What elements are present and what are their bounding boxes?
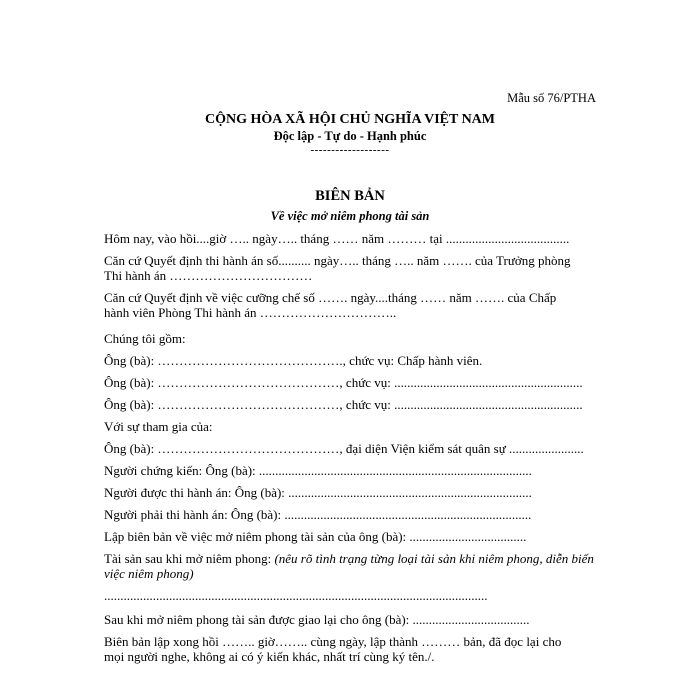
- assets-dots-line: ......................................................................................................................: [104, 588, 488, 603]
- national-motto: Độc lập - Tự do - Hạnh phúc: [273, 129, 427, 143]
- assets-note: (nêu rõ tình trạng từng loại tài sản khi niêm phong, diễn biến việc niêm phong): [104, 551, 594, 581]
- handover-line: Sau khi mở niêm phong tài sản được giao lại cho ông (bà): ....................................: [104, 612, 530, 627]
- document-title: BIÊN BẢN: [315, 188, 385, 204]
- national-title: CỘNG HÒA XÃ HỘI CHỦ NGHĨA VIỆT NAM: [204, 112, 495, 127]
- form-number: Mẫu số 76/PTHA: [507, 91, 596, 105]
- opening-record-line: Lập biên bản về việc mở niêm phong tài sản của ông (bà): ....................................: [104, 529, 527, 544]
- debtor-line: Người phải thi hành án: Ông (bà): ............................................................................: [104, 507, 532, 522]
- header-rule: -------------------: [310, 144, 390, 156]
- basis-enforcement-line-2: hành viên Phòng Thi hành án …………………………..: [104, 305, 397, 320]
- assets-label: Tài sản sau khi mở niêm phong:: [104, 551, 272, 566]
- participation-label: Với sự tham gia của:: [104, 419, 213, 434]
- time-place-line: Hôm nay, vào hồi....giờ ….. ngày….. tháng …… năm ……… tại ......................................: [104, 231, 570, 246]
- we-include-label: Chúng tôi gồm:: [104, 331, 186, 346]
- assets-paragraph: [104, 551, 598, 581]
- member-line-1: Ông (bà): ……………………………………., chức vụ: Chấp hành viên.: [104, 353, 483, 368]
- basis-decision-line-1: Căn cứ Quyết định thi hành án số.......... ngày….. tháng ….. năm ……. của Trưởng phòng: [104, 253, 571, 268]
- member-line-3: Ông (bà): ……………………………………, chức vụ: ..........................................................: [104, 397, 583, 412]
- procuracy-line: Ông (bà): ……………………………………, đại diện Viện kiểm sát quân sự .......................: [104, 441, 584, 456]
- witness-line: Người chứng kiến: Ông (bà): ....................................................................................: [104, 463, 532, 478]
- document-subtitle: Về việc mở niêm phong tài sản: [270, 209, 430, 223]
- basis-decision-line-2: Thi hành án ……………………………: [104, 268, 313, 283]
- creditor-line: Người được thi hành án: Ông (bà): ...........................................................................: [104, 485, 532, 500]
- closing-line-2: mọi người nghe, không ai có ý kiến khác, nhất trí cùng ký tên./.: [104, 649, 435, 664]
- member-line-2: Ông (bà): ……………………………………, chức vụ: ..........................................................: [104, 375, 583, 390]
- closing-line-1: Biên bản lập xong hồi …….. giờ…….. cùng ngày, lập thành ……… bản, đã đọc lại cho: [104, 634, 562, 649]
- document-body: [104, 231, 598, 664]
- basis-enforcement-line-1: Căn cứ Quyết định về việc cưỡng chế số ……. ngày....tháng …… năm ……. của Chấp: [104, 290, 557, 305]
